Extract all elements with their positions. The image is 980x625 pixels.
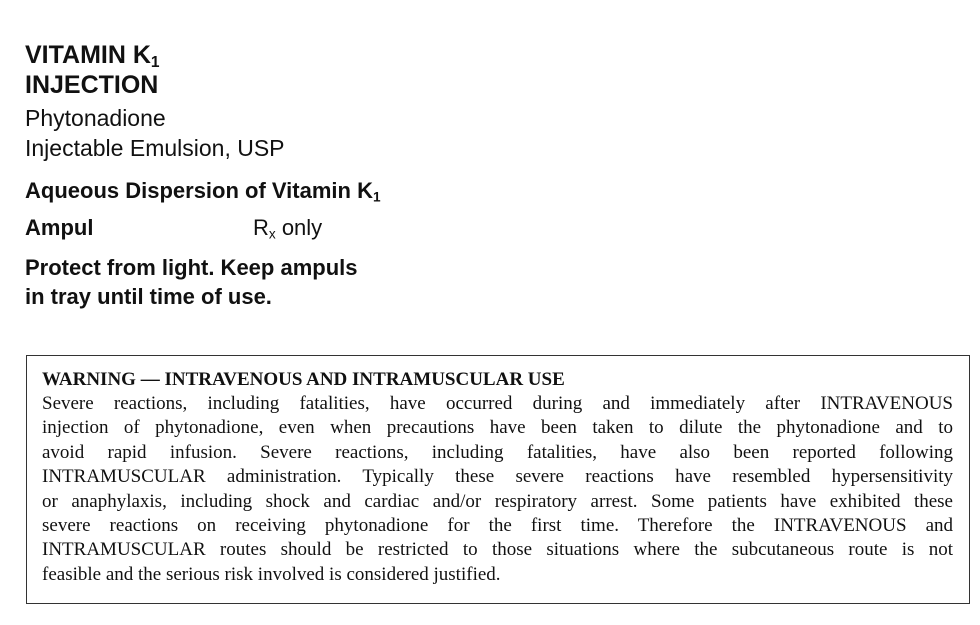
warning-body bbox=[42, 392, 953, 587]
product-title-subscript: 1 bbox=[150, 53, 160, 71]
aqueous-dispersion-text: Aqueous Dispersion of Vitamin K bbox=[25, 178, 373, 203]
warning-line: INTRAMUSCULAR routes should be restricted to those situations where the subcutaneous route is not bbox=[42, 539, 953, 561]
product-title-line1 bbox=[25, 40, 160, 70]
aqueous-dispersion-heading bbox=[25, 177, 381, 205]
rx-subscript: x bbox=[268, 226, 276, 242]
rx-symbol: R bbox=[253, 215, 269, 240]
boxed-warning bbox=[26, 355, 970, 604]
warning-line: injection of phytonadione, even when precautions have been taken to dilute the phytonadione and to bbox=[42, 417, 953, 439]
warning-line: severe reactions on receiving phytonadione for the first time. Therefore the INTRAVENOUS and bbox=[42, 515, 953, 537]
warning-line: feasible and the serious risk involved is considered justified. bbox=[42, 563, 501, 585]
warning-line: Severe reactions, including fatalities, have occurred during and immediately after INTRAVENOUS bbox=[42, 393, 953, 414]
protect-from-light-line1: Protect from light. Keep ampuls bbox=[25, 255, 358, 280]
warning-title: WARNING — INTRAVENOUS AND INTRAMUSCULAR USE bbox=[42, 369, 565, 390]
generic-name: Phytonadione bbox=[25, 105, 166, 131]
product-title-line2: INJECTION bbox=[25, 71, 159, 99]
protect-from-light-line2: in tray until time of use. bbox=[25, 284, 272, 309]
warning-line: INTRAMUSCULAR administration. Typically these severe reactions have resembled hypersensitivity bbox=[42, 466, 953, 488]
ampul-label: Ampul bbox=[25, 215, 94, 240]
rx-only-text: only bbox=[275, 215, 323, 240]
rx-only-label bbox=[253, 214, 322, 242]
warning-line: or anaphylaxis, including shock and cardiac and/or respiratory arrest. Some patients have exhibited these bbox=[42, 490, 953, 512]
warning-line: avoid rapid infusion. Severe reactions, including fatalities, have also been reported following bbox=[42, 441, 953, 463]
aqueous-dispersion-subscript: 1 bbox=[372, 189, 381, 205]
dosage-form: Injectable Emulsion, USP bbox=[25, 135, 285, 161]
product-title-text: VITAMIN K bbox=[25, 41, 151, 69]
